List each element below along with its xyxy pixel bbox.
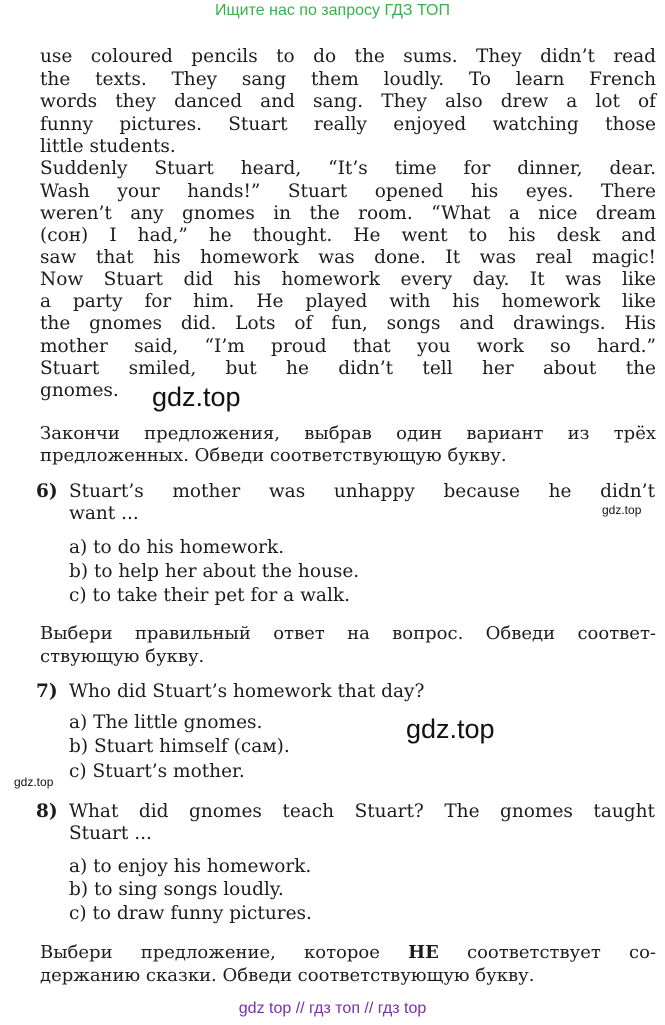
answer-option[interactable]: c) Stuart’s mother. (69, 761, 245, 782)
story-line: words they danced and sang. They also drew a lot of (40, 91, 656, 112)
question-number: 6) (36, 481, 58, 502)
question-number: 7) (36, 681, 58, 702)
question-text: Who did Stuart’s homework that day? (69, 681, 425, 702)
story-line: funny pictures. Stuart really enjoyed watching those (40, 114, 656, 135)
answer-option[interactable]: a) to do his homework. (69, 537, 285, 558)
story-line: the gnomes did. Lots of fun, songs and drawings. His (40, 313, 656, 334)
question-text: Stuart’s mother was unhappy because he didn’t (69, 481, 655, 502)
answer-option[interactable]: c) to draw funny pictures. (69, 903, 312, 924)
instruction-answer: ствующую букву. (40, 646, 205, 667)
answer-option[interactable]: a) The little gnomes. (69, 712, 263, 733)
instruction-complete: предложенных. Обведи соответствующую букву. (40, 445, 507, 466)
question-number: 8) (36, 801, 58, 822)
story-line: the texts. They sang them loudly. To learn French (40, 69, 656, 90)
watermark-logo: gdz.top (152, 382, 241, 412)
instruction-choose (40, 942, 656, 964)
instruction-emphasis: НЕ (408, 942, 439, 963)
answer-option[interactable]: b) to sing songs loudly. (69, 879, 284, 900)
story-line: saw that his homework was done. It was real magic! (40, 247, 656, 268)
instruction-text: Выбери предложение, которое (40, 942, 409, 963)
story-line: a party for him. He played with his homework like (40, 291, 656, 312)
footer-links[interactable]: gdz top // гдз топ // гдз top (238, 1000, 427, 1017)
instruction-answer: Выбери правильный ответ на вопрос. Обведи соответ- (40, 623, 656, 644)
story-line: Now Stuart did his homework every day. It was like (40, 269, 656, 290)
story-line: little students. (40, 136, 176, 157)
story-line: Suddenly Stuart heard, “It’s time for dinner, dear. (40, 158, 656, 179)
instruction-choose: держанию сказки. Обведи соответствующую букву. (40, 965, 535, 986)
question-text: want ... (69, 503, 139, 524)
story-line: Wash your hands!” Stuart opened his eyes. There (40, 181, 656, 202)
story-line: weren’t any gnomes in the room. “What a nice dream (40, 203, 656, 224)
answer-option[interactable]: c) to take their pet for a walk. (69, 585, 350, 606)
story-line: use coloured pencils to do the sums. They didn’t read (40, 46, 656, 67)
story-line: mother said, “I’m proud that you work so hard.” (40, 336, 656, 357)
instruction-text: соответствует со- (438, 942, 656, 963)
question-text: Stuart ... (69, 823, 152, 844)
question-text: What did gnomes teach Stuart? The gnomes taught (69, 801, 655, 822)
instruction-complete: Закончи предложения, выбрав один вариант из трёх (40, 423, 656, 444)
answer-option[interactable]: b) Stuart himself (сам). (69, 736, 290, 757)
search-hint-banner: Ищите нас по запросу ГДЗ ТОП (215, 2, 450, 19)
story-line: Stuart smiled, but he didn’t tell her about the (40, 358, 656, 379)
watermark-logo: gdz.top (406, 714, 495, 744)
watermark-logo: gdz.top (14, 775, 54, 789)
story-line: (сон) I had,” he thought. He went to his desk and (40, 225, 656, 246)
story-line: gnomes. (40, 380, 119, 401)
watermark-logo: gdz.top (602, 503, 642, 517)
answer-option[interactable]: a) to enjoy his homework. (69, 856, 312, 877)
answer-option[interactable]: b) to help her about the house. (69, 561, 360, 582)
